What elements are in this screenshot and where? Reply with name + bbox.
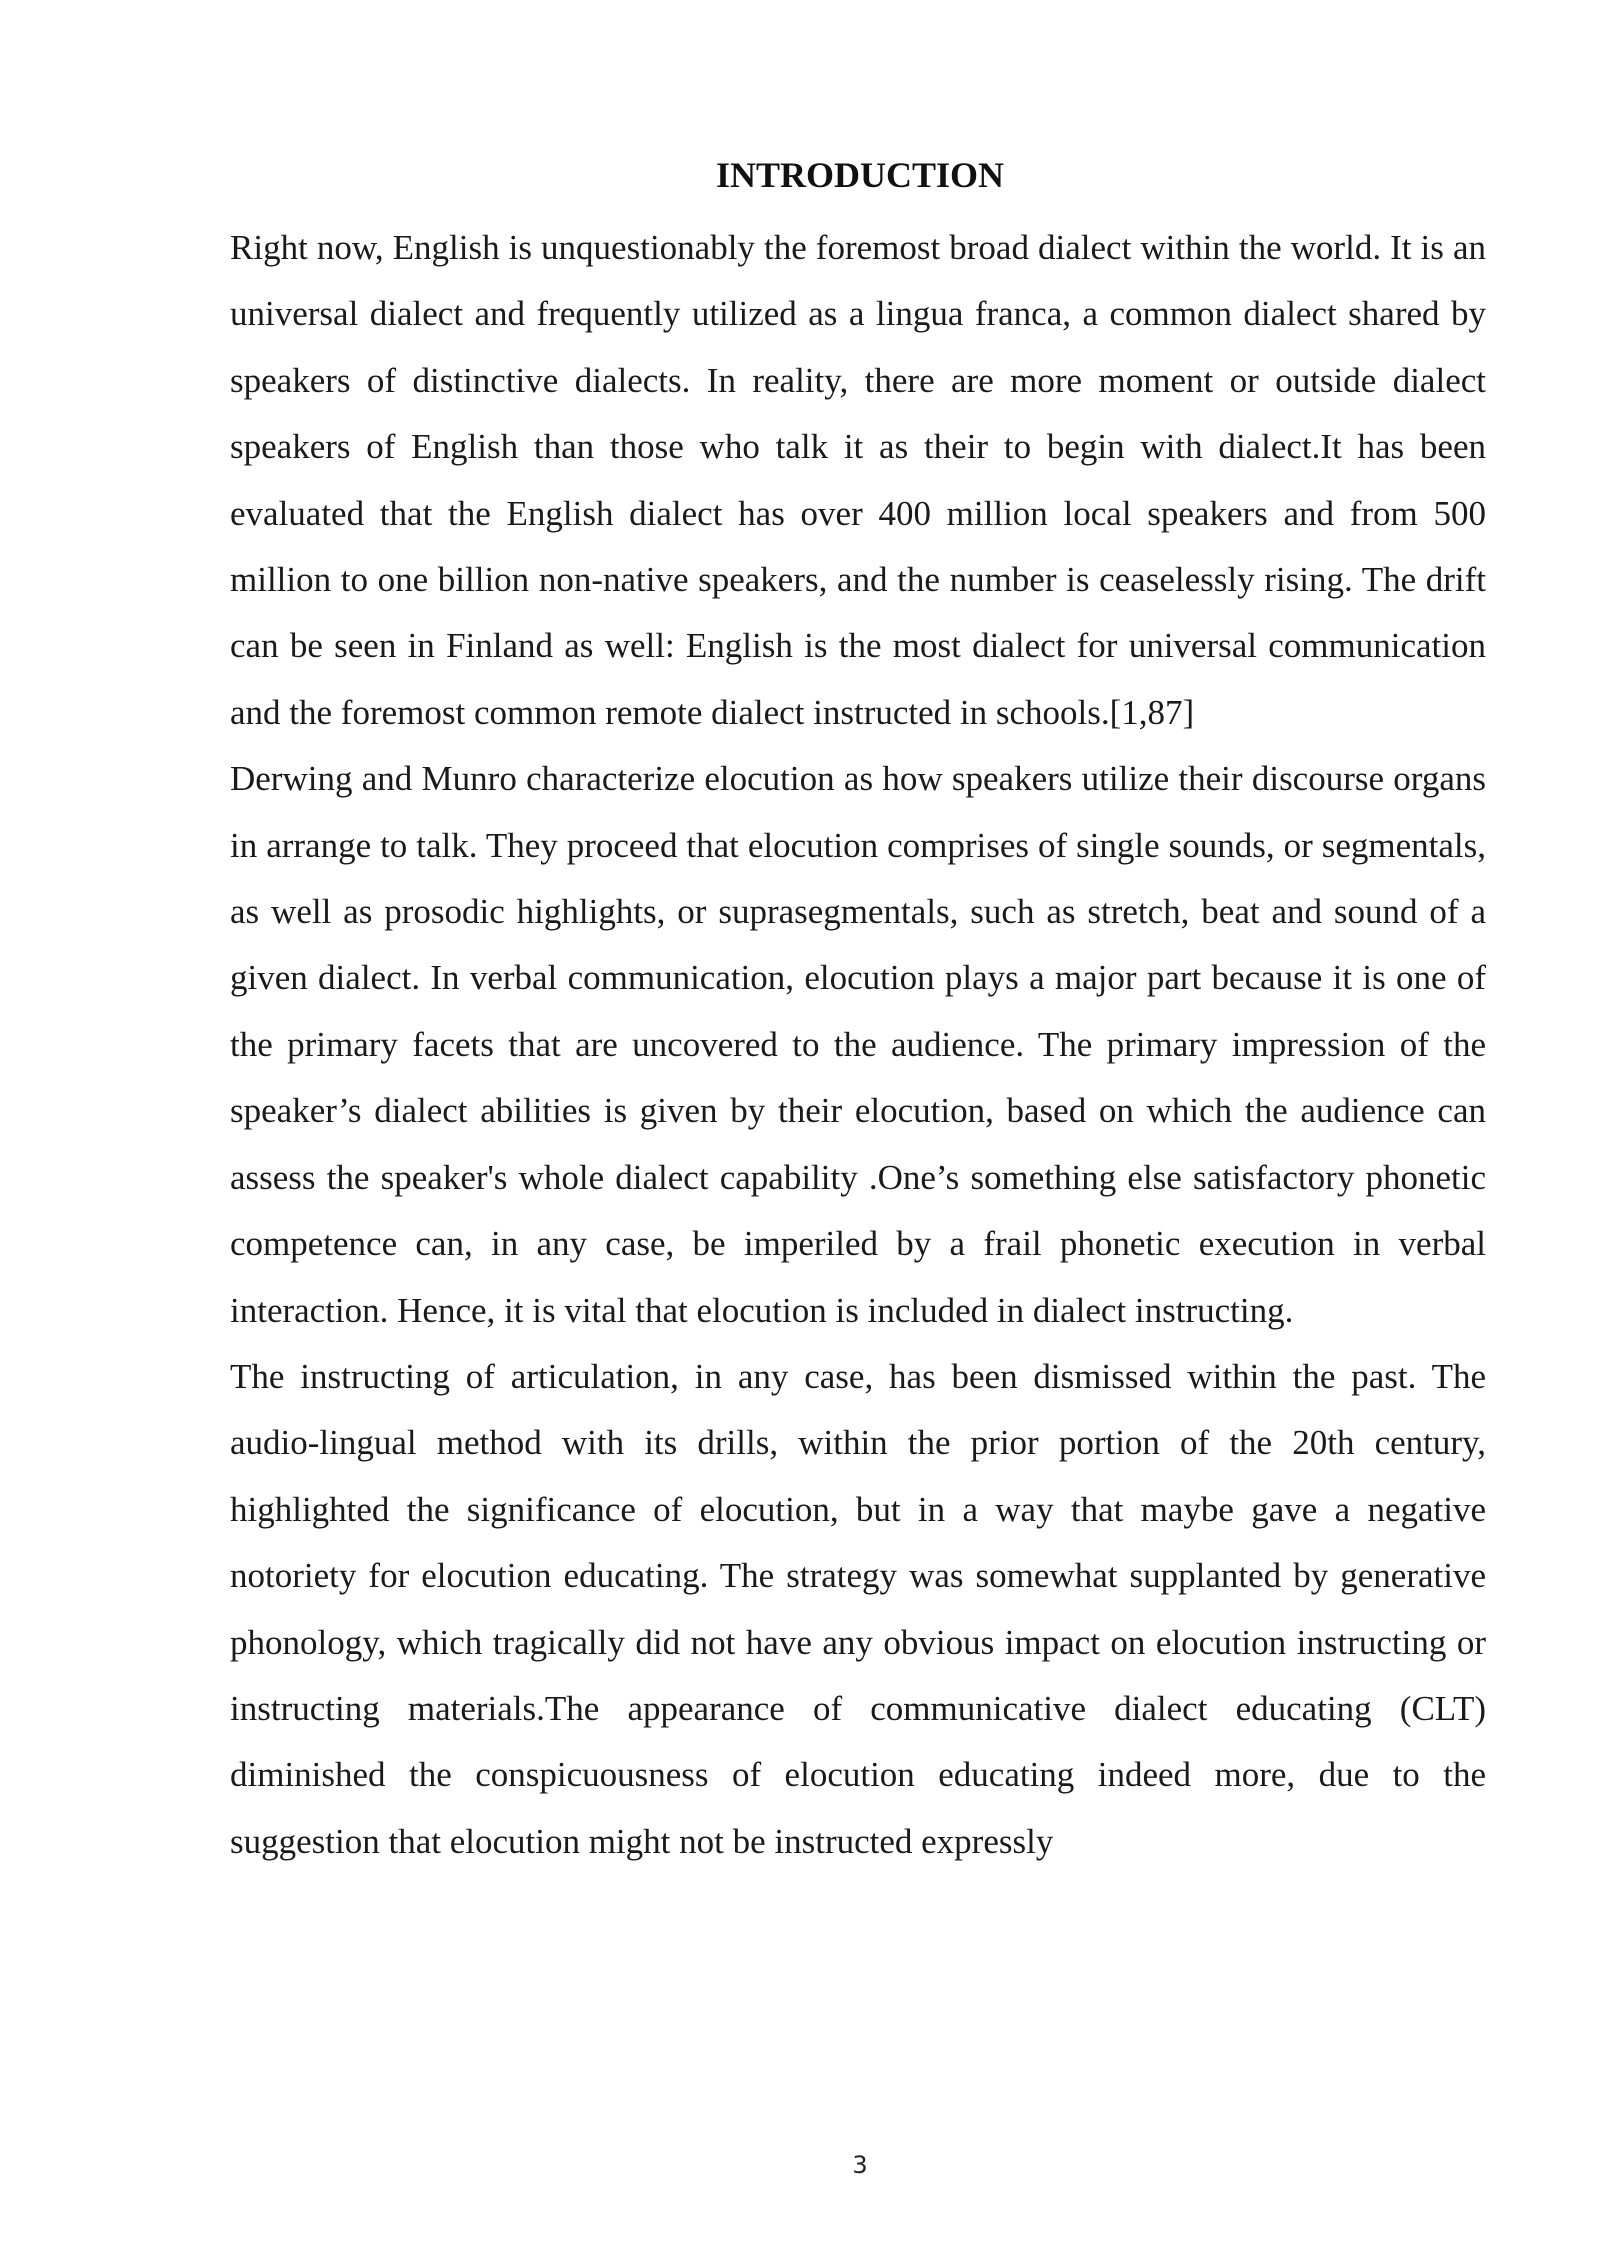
body-text	[230, 215, 1486, 1875]
page-number: 3	[852, 2151, 868, 2179]
page-heading: INTRODUCTION	[715, 155, 1005, 195]
paragraph-1: Right now, English is unquestionably the foremost broad dialect within the world. It is an universal dialect and frequently utilized as a lingua franca, a common dialect shared by speakers of distinctive dialects. In reality, there are more moment or outside dialect speakers of English than those who talk it as their to begin with dialect.It has been evaluated that the English dialect has over 400 million local speakers and from 500 million to one billion non-native speakers, and the number is ceaselessly rising. The drift can be seen in Finland as well: English is the most dialect for universal communication and the foremost common remote dialect instructed in schools.[1,87]	[230, 228, 1486, 732]
paragraph-3: The instructing of articulation, in any case, has been dismissed within the past. The audio-lingual method with its drills, within the prior portion of the 20th century, highlighted the significance of elocution, but in a way that maybe gave a negative notoriety for elocution educating. The strategy was somewhat supplanted by generative phonology, which tragically did not have any obvious impact on elocution instructing or instructing materials.The appearance of communicative dialect educating (CLT) diminished the conspicuousness of elocution educating indeed more, due to the suggestion that elocution might not be instructed expressly	[230, 1356, 1486, 1861]
paragraph-2: Derwing and Munro characterize elocution as how speakers utilize their discourse organs in arrange to talk. They proceed that elocution comprises of single sounds, or segmentals, as well as prosodic highlights, or suprasegmentals, such as stretch, beat and sound of a given dialect. In verbal communication, elocution plays a major part because it is one of the primary facets that are uncovered to the audience. The primary impression of the speaker’s dialect abilities is given by their elocution, based on which the audience can assess the speaker's whole dialect capability .One’s something else satisfactory phonetic competence can, in any case, be imperiled by a frail phonetic execution in verbal interaction. Hence, it is vital that elocution is included in dialect instructing.	[230, 759, 1486, 1330]
